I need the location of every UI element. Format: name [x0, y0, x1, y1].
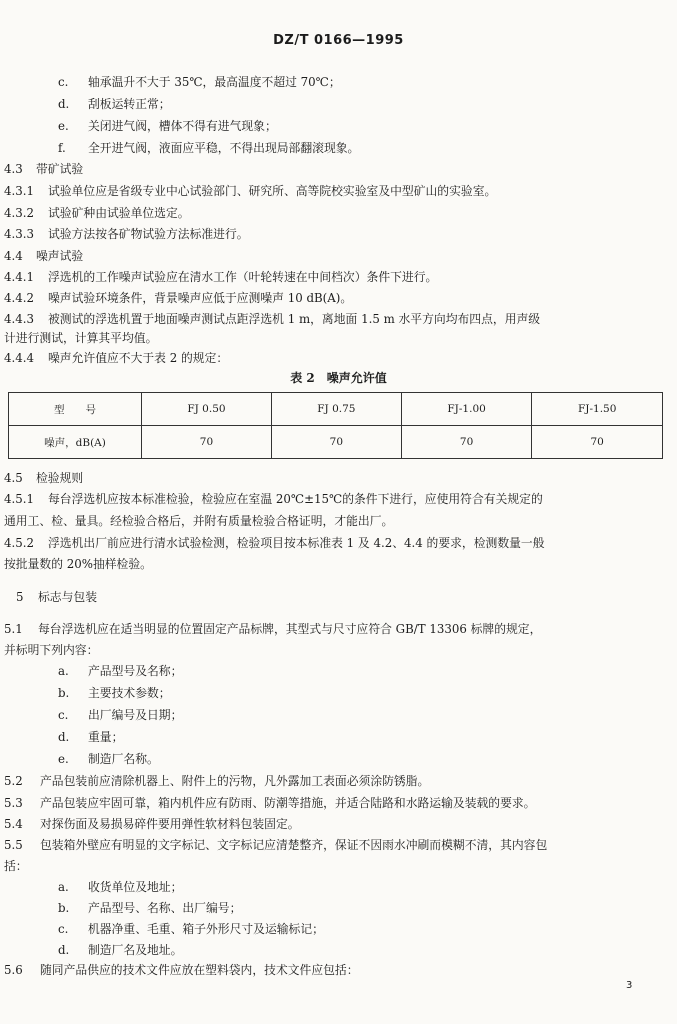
list-item — [58, 96, 171, 112]
clause-4-3-3: 4.3.3 试验方法按各矿物试验方法标准进行。 — [4, 227, 249, 241]
table-cell: 70 — [271, 426, 401, 459]
table-row — [9, 426, 663, 459]
list-marker: d. — [58, 97, 70, 111]
list-item: c. 机器净重、毛重、箱子外形尺寸及运输标记； — [58, 922, 324, 936]
section-heading: 4.4 噪声试验 — [4, 249, 84, 263]
clause-5-5-continued: 括： — [4, 859, 28, 873]
table-cell: 70 — [142, 426, 272, 459]
table-header-cell: FJ-1.50 — [532, 393, 663, 426]
table-header-cell: FJ-1.00 — [401, 393, 532, 426]
clause-4-5-2-continued: 按批量数的 20%抽样检验。 — [4, 557, 152, 571]
clause-5-1: 5.1 每台浮选机应在适当明显的位置固定产品标牌，其型式与尺寸应符合 GB/T 13306 标牌的规定， — [4, 622, 542, 636]
list-text: 关闭进气阀，槽体不得有进气现象； — [88, 119, 277, 133]
clause-4-5-2: 4.5.2 浮选机出厂前应进行清水试验检测，检验项目按本标准表 1 及 4.2、4.4 的要求，检测数量一般 — [4, 536, 545, 550]
clause-5-5: 5.5 包装箱外壁应有明显的文字标记、文字标记应清楚整齐，保证不因雨水冲刷而模糊不清，其内容包 — [4, 838, 548, 852]
section-heading: 4.3 带矿试验 — [4, 162, 84, 176]
noise-limit-table — [8, 392, 663, 459]
clause-4-4-3: 4.4.3 被测试的浮选机置于地面噪声测试点距浮选机 1 m，离地面 1.5 m 水平方向均布四点，用声级 — [4, 312, 541, 326]
list-item: d. 重量； — [58, 730, 124, 744]
document-header: DZ/T 0166—1995 — [273, 33, 404, 48]
clause-5-3: 5.3 产品包装应牢固可靠，箱内机件应有防雨、防潮等措施，并适合陆路和水路运输及装载的要求。 — [4, 796, 536, 810]
list-item — [58, 118, 277, 134]
clause-4-5-1: 4.5.1 每台浮选机应按本标准检验，检验应在室温 20℃±15℃的条件下进行，应使用符合有关规定的 — [4, 492, 543, 506]
list-marker: f. — [58, 141, 66, 155]
section-heading: 4.5 检验规则 — [4, 471, 84, 485]
list-item: b. 产品型号、名称、出厂编号； — [58, 901, 242, 915]
table-cell: 70 — [401, 426, 532, 459]
list-item — [58, 74, 341, 90]
table-header-cell: 型 号 — [9, 393, 142, 426]
clause-5-6: 5.6 随同产品供应的技术文件应放在塑料袋内，技术文件应包括： — [4, 963, 359, 977]
list-item: a. 收货单位及地址； — [58, 880, 183, 894]
list-item: d. 制造厂名及地址。 — [58, 943, 183, 957]
table-cell: 70 — [532, 426, 663, 459]
list-marker: e. — [58, 119, 69, 133]
table-header-row — [9, 393, 663, 426]
list-marker: c. — [58, 75, 69, 89]
list-item: e. 制造厂名称。 — [58, 752, 159, 766]
clause-4-3-2: 4.3.2 试验矿种由试验单位选定。 — [4, 206, 190, 220]
clause-4-3-1: 4.3.1 试验单位应是省级专业中心试验部门、研究所、高等院校实验室及中型矿山的实验室。 — [4, 184, 497, 198]
table-caption: 表 2 噪声允许值 — [290, 371, 387, 385]
clause-5-4: 5.4 对探伤面及易损易碎件要用弹性软材料包装固定。 — [4, 817, 300, 831]
clause-4-4-1: 4.4.1 浮选机的工作噪声试验应在清水工作（叶轮转速在中间档次）条件下进行。 — [4, 270, 438, 284]
clause-4-5-1-continued: 通用工、检、量具。经检验合格后，并附有质量检验合格证明，才能出厂。 — [4, 514, 394, 528]
list-text: 全开进气阀，液面应平稳，不得出现局部翻滚现象。 — [88, 141, 360, 155]
table-cell: 噪声，dB(A) — [9, 426, 142, 459]
clause-4-4-3-continued: 计进行测试，计算其平均值。 — [4, 331, 158, 345]
clause-4-4-4: 4.4.4 噪声允许值应不大于表 2 的规定： — [4, 351, 229, 365]
clause-4-4-2: 4.4.2 噪声试验环境条件，背景噪声应低于应测噪声 10 dB(A)。 — [4, 291, 353, 305]
list-text: 轴承温升不大于 35℃，最高温度不超过 70℃； — [88, 75, 341, 89]
clause-5-2: 5.2 产品包装前应清除机器上、附件上的污物，凡外露加工表面必须涂防锈脂。 — [4, 774, 430, 788]
chapter-heading: 5 标志与包装 — [16, 590, 97, 604]
table-header-cell: FJ 0.50 — [142, 393, 272, 426]
table-header-cell: FJ 0.75 — [271, 393, 401, 426]
list-item: b. 主要技术参数； — [58, 686, 171, 700]
page-number: 3 — [626, 980, 633, 991]
list-item: c. 出厂编号及日期； — [58, 708, 183, 722]
clause-5-1-continued: 并标明下列内容： — [4, 643, 99, 657]
list-text: 刮板运转正常； — [88, 97, 171, 111]
list-item — [58, 140, 359, 156]
list-item: a. 产品型号及名称； — [58, 664, 183, 678]
